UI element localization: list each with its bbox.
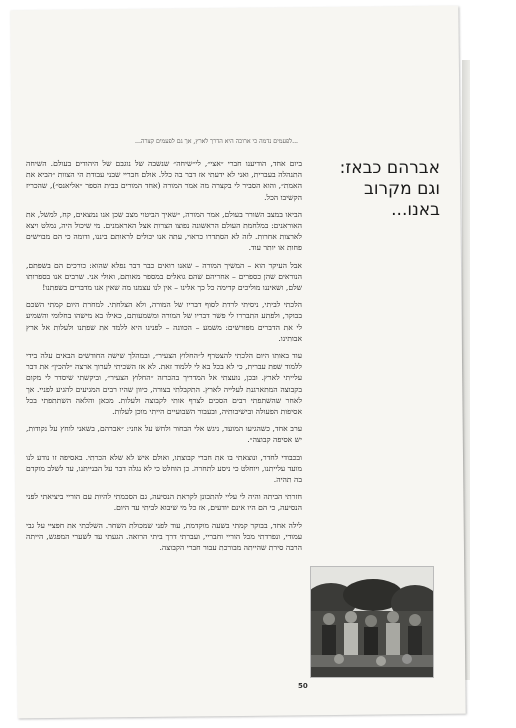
paragraph: הלכתי לביתי, ניסיתי לרדת לסוף דבריו של המורה, ולא הצלחתי. למחרת היום קמתי השכם בבוקר, ולפתע התבררו לי פשר דבריו של המורה ומשמעותם, כאילו בא מישהו בחלומי והשמיע לי את הדברים מפורשים: משמע – הכוונה – לפנינו היא ללמד את שפתנו ולעלות אל ארץ אבותינו. [26, 300, 302, 343]
title-line: באנו... [391, 200, 440, 220]
running-header: ...לפעמים נדמה כי ארוכה היא הדרך לארץ, אך גם לפעמים קצרה... [135, 138, 298, 145]
paragraph: עוד באותו היום הלכתי להצטרף ל״החלוץ הצעיר״, ובמהלך שישה החודשים הבאים עלה בידי ללמוד שפת עברית, כי לא בכל בא לי ללמוד זאת. לא אז השכיתי לערוך ארצה ״להכין״ את דבר עלייתי לארץ. ובכן, נועצתי אל המדריך בהכרזה ״החלוץ הצעיר״, וביקשתי שיסדר לי מקום בקבוצה המתארגנת לעלייה לארץ. התקבלתי בצורה, כיוון שהיו רבים המגיעים להגיע לפניי. אך לאחר שהשתפתי רבים הסכים לצרף אותי לקבוצה ולעלות. מכאן והלאה השתתפתי בכל אסיפות הפעולה ובישיבותיה, ובעבור השבועיים הייתי מוכן לעלות. [26, 351, 302, 417]
paragraph: לילה אחד, בבוקר קמתי בשעה מוקדמת, עוד לפני שמכולת השחר. השלכתי את חפציי על גבי עמודי, ונפרדתי מכל הוריי וחבריי, ועברתי דרך ביתי הרואה. הגעתי עד לשערי המפגש, הייתה הרבה סירת שהייתה מבורכת עבור חברי הקבוצה. [26, 520, 302, 553]
page-number: 50 [298, 682, 308, 690]
article-title [310, 158, 440, 221]
paragraph: אבל העיקר הוא – המשיך המורה – שאנו רואים כבר דבר נפלא שהוא: כורכים הם בשפתם, הנוראים שהן כספרים – אחריהם שהם גואלים במספר מאותם, ואולי אני. שרבים אנו בספרותו שלם, ושאיננו מוליכים קדימה כל כך אלינו – אין לנו עצמנו מה שאין אנו מדברים בשפתנו! [26, 260, 302, 293]
group-photo [310, 566, 434, 678]
paragraph: ובכבודי לחדר, ונוצאתי בו את חברי קבוצתו, ואולם איש לא שלא הכרתי. באסיפה זו נודע לנו מועד עלייתנו, ויוחלט כי ניסע לתחרה. כן הוחלט כי לא נגלה דבר על הבנייתנו, עד לשלב מוקדם בה תהיה. [26, 452, 302, 485]
title-line: וגם מקרוב [364, 179, 440, 199]
paragraph: חזרתי הביתה והיה לי עליי להתכונן לקראת הנסיעה, גם הסכמתי להיות עם הוריי ביציאתי לפני הנסיעה, כי הם היו אינם יודעים, אז כל מי שיבוא לביתי עד היום. [26, 492, 302, 513]
group-photo-image [311, 567, 433, 677]
article-body [26, 158, 302, 564]
title-line: אברהם כבאז: [339, 158, 440, 178]
paragraph: ערב אחד, כשהגיעו המועד, ניגש אלי הבחור ולחש על אוזני: ״אברהם, בשאני לוחץ על נקודות, יש אסיפה קבוצה״. [26, 424, 302, 445]
paragraph: הביאו במצב השורר בעולם, אמר המורה, ״שאיך הביטוי מצב שכן אנו נמצאים, קח, למשל, את האוראנים: במלחמת העולם הראשונה נפוצו הצרות אצל האראמנים. מי שיכול היה, נמלט ויצא לארצות אחרות. לזה לא הסתדרו כראוי, עתה אנו יכולים לראותם ביננו, ודומה כי הם מבוישים פחות או יותר עוד. [26, 209, 302, 253]
paragraph: ביום אחד, הודיענו חברי ״אצי״, לי״שיחה״ שנשבה של נוגבם של היהודים בעולם. השיחה התנהלה בעברית, ואני לא ידעתי אז דבר בה כלל. אולם חבריי שבני עבודת הי הצוות ״הביא את האמת״, והוא הסביר לי בקצרה מה אמר המורה (אחד המורים בבית הספר ״אליאנס״), שהכריז הקשיבו הכל. [26, 159, 302, 202]
